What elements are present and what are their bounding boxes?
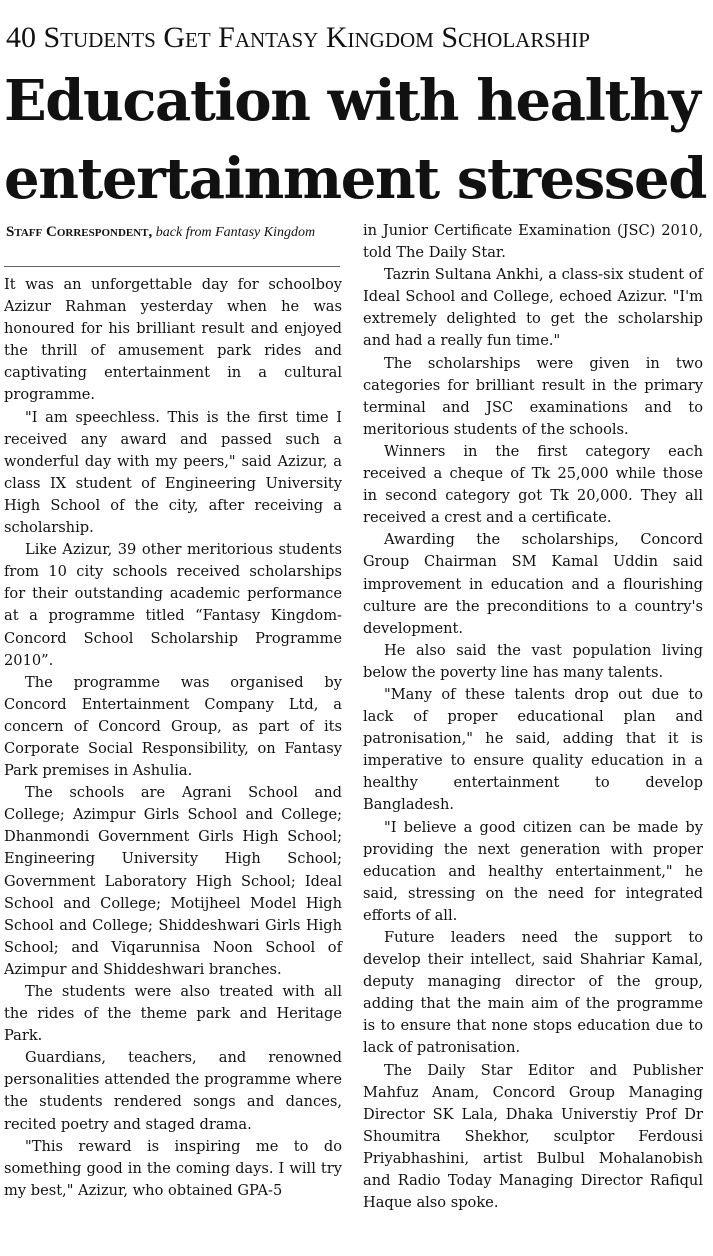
paragraph: He also said the vast population living below the poverty line has many talents. [363, 641, 703, 681]
byline-role: Staff Correspondent, [6, 224, 153, 240]
paragraph: The scholarships were given in two categories for brilliant result in the primary terminal and JSC examinations and to meritorious students of the schools. [363, 354, 703, 438]
paragraph: Winners in the first category each received a cheque of Tk 25,000 while those in second category got Tk 20,000. They all received a crest and a certificate. [363, 442, 703, 527]
paragraph: "This reward is inspiring me to do something good in the coming days. I will try my best," Azizur, who obtained GPA-5 [4, 1137, 342, 1199]
paragraph: Guardians, teachers, and renowned personalities attended the programme where the students rendered songs and dances, recited poetry and staged drama. [4, 1049, 342, 1133]
paragraph: Tazrin Sultana Ankhi, a class-six student of Ideal School and College, echoed Azizur. "I'm extremely delighted to get the scholarship and had a really fun time." [363, 266, 703, 350]
byline-place: back from Fantasy Kingdom [155, 225, 316, 240]
article-column-right [363, 220, 703, 1214]
headline [4, 62, 710, 218]
byline [6, 224, 338, 241]
headline-line-1: Education with healthy [4, 68, 700, 134]
paragraph: The schools are Agrani School and College; Azimpur Girls School and College; Dhanmondi Government Girls High School; Engineering University High School; Government Laboratory High School; Ideal School and College; Motijheel Model High School and College; Shiddeshwari Girls High School; and Viqarunnisa Noon School of Azimpur and Shiddeshwari branches. [4, 784, 342, 978]
paragraph: The Daily Star Editor and Publisher Mahfuz Anam, Concord Group Managing Director SK Lala, Dhaka Universtiy Prof Dr Shoumitra Shekhor, sculptor Ferdousi Priyabhashini, artist Bulbul Mohalanobish and Radio Today Managing Director Rafiqul Haque also spoke. [363, 1061, 703, 1212]
paragraph: It was an unforgettable day for schoolboy Azizur Rahman yesterday when he was honoured for his brilliant result and enjoyed the thrill of amusement park rides and captivating entertainment in a cultural programme. [4, 276, 342, 404]
paragraph: The programme was organised by Concord Entertainment Company Ltd, a concern of Concord Group, as part of its Corporate Social Responsibility, on Fantasy Park premises in Ashulia. [4, 673, 342, 780]
headline-line-2: entertainment stressed [4, 146, 707, 212]
paragraph: Future leaders need the support to develop their intellect, said Shahriar Kamal, deputy managing director of the group, adding that the main aim of the programme is to ensure that none stops education due to lack of patronisation. [363, 929, 703, 1057]
paragraph: Awarding the scholarships, Concord Group Chairman SM Kamal Uddin said improvement in education and a flourishing culture are the preconditions to a country's development. [363, 531, 703, 637]
paragraph: Like Azizur, 39 other meritorious students from 10 city schools received scholarships for their outstanding academic performance at a programme titled “Fantasy Kingdom-Concord School Scholarship Programme 2010”. [4, 541, 342, 669]
article-column-left [4, 274, 342, 1202]
kicker: 40 Students Get Fantasy Kingdom Scholarship [6, 21, 590, 54]
paragraph: "Many of these talents drop out due to lack of proper educational plan and patronisation," he said, adding that it is imperative to ensure quality education in a healthy entertainment to develop Bangladesh. [363, 685, 703, 814]
paragraph: in Junior Certificate Examination (JSC) 2010, told The Daily Star. [363, 222, 703, 262]
byline-divider [4, 266, 340, 267]
paragraph: The students were also treated with all the rides of the theme park and Heritage Park. [4, 983, 342, 1045]
paragraph: "I am speechless. This is the first time I received any award and passed such a wonderful day with my peers," said Azizur, a class IX student of Engineering University High School of the city, after receiving a scholarship. [4, 408, 342, 537]
paragraph: "I believe a good citizen can be made by providing the next generation with proper education and healthy entertainment," he said, stressing on the need for integrated efforts of all. [363, 818, 703, 924]
